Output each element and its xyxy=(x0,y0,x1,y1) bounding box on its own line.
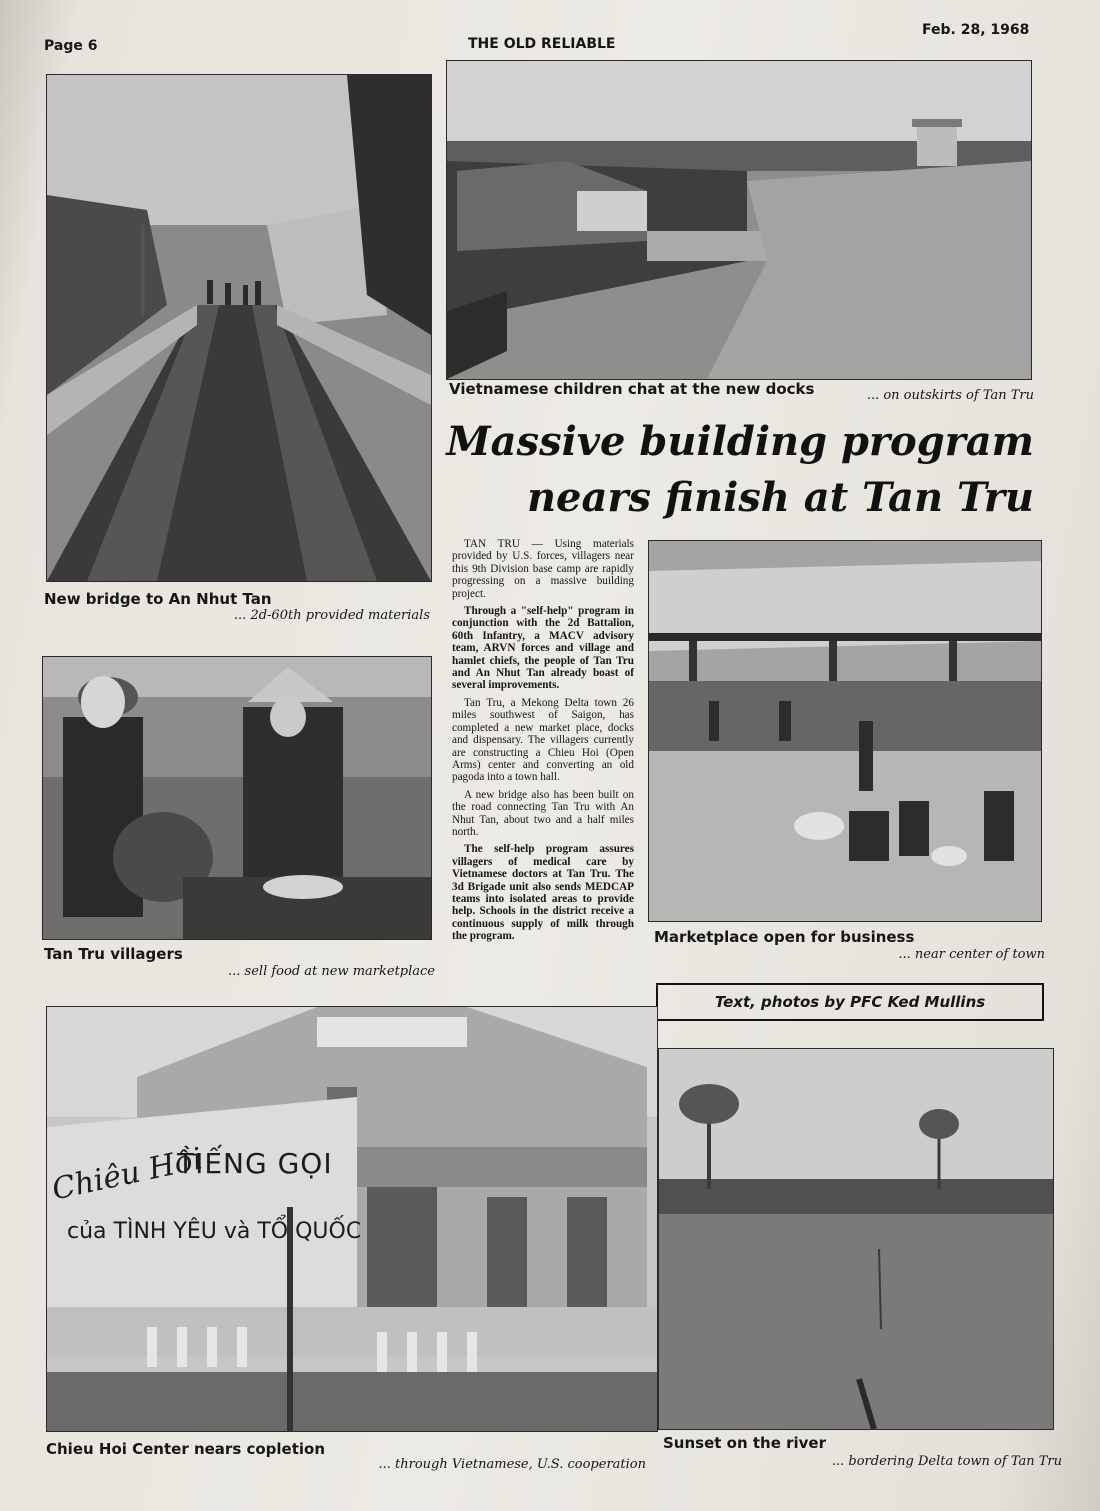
docks-photo xyxy=(446,60,1032,380)
sunset-subcaption: ... bordering Delta town of Tan Tru xyxy=(831,1454,1062,1469)
headline-line-1: Massive building program xyxy=(446,418,1034,465)
article-paragraph-1: TAN TRU — Using materials provided by U.S. forces, villagers near this 9th Division base camp are rapidly progressing on a massive building project. xyxy=(452,538,634,600)
docks-caption: Vietnamese children chat at the new docks xyxy=(449,380,815,398)
sign-script-text: Chiêu Hồi xyxy=(49,1141,206,1208)
marketplace-caption: Marketplace open for business xyxy=(654,928,915,946)
bridge-photo xyxy=(46,74,432,582)
sunset-photo xyxy=(658,1048,1054,1430)
chieu-hoi-photo xyxy=(46,1006,658,1432)
masthead: THE OLD RELIABLE xyxy=(468,36,616,52)
article-paragraph-4: A new bridge also has been built on the road connecting Tan Tru with An Nhut Tan, about two and a half miles north. xyxy=(452,788,634,838)
villagers-caption: Tan Tru villagers xyxy=(44,945,183,963)
sunset-caption: Sunset on the river xyxy=(663,1434,826,1452)
headline-line-2: nears finish at Tan Tru xyxy=(526,474,1034,521)
marketplace-photo xyxy=(648,540,1042,922)
sign-subheading-text: của TÌNH YÊU và TỔ QUỐC xyxy=(67,1219,362,1244)
bridge-caption: New bridge to An Nhut Tan xyxy=(44,590,272,608)
article-paragraph-5: The self-help program assures villagers of medical care by Vietnamese doctors at Tan Tru. The 3d Brigade unit also sends MEDCAP teams into isolated areas to provide help. Schools in the district receive a continuous supply of milk through the program. xyxy=(452,843,634,943)
sign-heading-text: TIẾNG GỌI xyxy=(177,1147,333,1180)
villagers-subcaption: ... sell food at new marketplace xyxy=(228,964,435,979)
photo-credit-box xyxy=(656,983,1044,1021)
marketplace-subcaption: ... near center of town xyxy=(898,947,1045,962)
issue-date: Feb. 28, 1968 xyxy=(922,22,1030,38)
photo-credit: Text, photos by PFC Ked Mullins xyxy=(714,993,986,1011)
article-body xyxy=(452,538,634,948)
article-paragraph-2: Through a "self-help" program in conjunction with the 2d Battalion, 60th Infantry, a MACV advisory team, ARVN forces and village and hamlet chiefs, the people of Tan Tru and An Nhut Tan already boast of several improvements. xyxy=(452,605,634,692)
villagers-photo xyxy=(42,656,432,940)
page-number: Page 6 xyxy=(44,38,98,54)
chieu-hoi-caption: Chieu Hoi Center nears copletion xyxy=(46,1440,326,1458)
chieu-hoi-subcaption: ... through Vietnamese, U.S. cooperation xyxy=(378,1457,646,1472)
article-paragraph-3: Tan Tru, a Mekong Delta town 26 miles southwest of Saigon, has completed a new market place, docks and dispensary. The villagers currently are constructing a Chieu Hoi (Open Arms) center and converting an old pagoda into a town hall. xyxy=(452,696,634,784)
docks-subcaption: ... on outskirts of Tan Tru xyxy=(866,388,1034,403)
bridge-subcaption: ... 2d-60th provided materials xyxy=(233,608,430,623)
